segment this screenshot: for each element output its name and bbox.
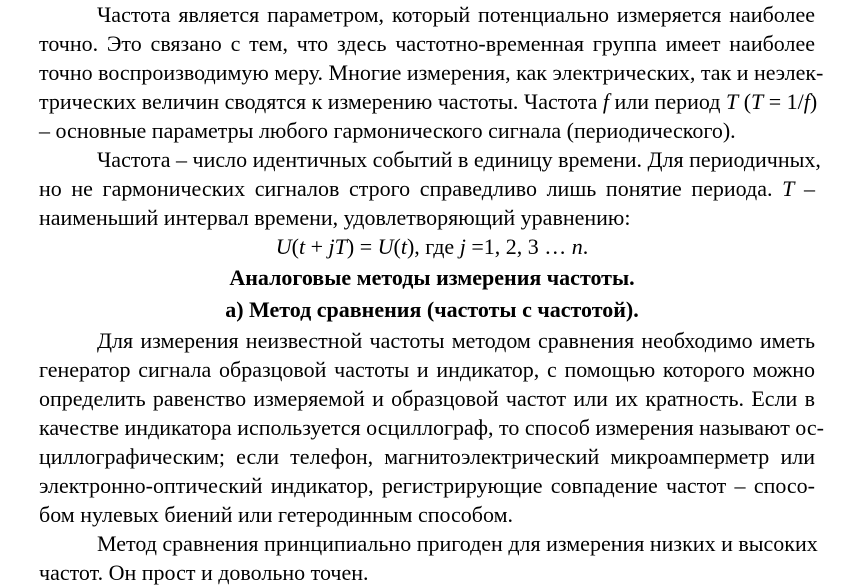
paragraph-1-line-3: точно воспроизводимую меру. Многие измерения, как электрических, так и неэлек- [39, 60, 824, 85]
paragraph-3-line-5: циллографическим; если телефон, магнитоэлектрический микроамперметр или [39, 444, 815, 469]
paragraph-4-line-2: частот. Он прост и довольно точен. [39, 560, 369, 585]
subsection-heading: а) Метод сравнения (частоты с частотой). [225, 297, 639, 322]
paragraph-3-line-3: определить равенство измеряемой и образцовой частот или их кратность. Если в [39, 386, 815, 411]
paragraph-4-line-1: Метод сравнения принципиально пригоден для измерения низких и высоких [97, 531, 818, 556]
paragraph-2-line-3: наименьший интервал времени, удовлетворяющий уравнению: [39, 205, 631, 230]
section-heading: Аналоговые методы измерения частоты. [229, 265, 635, 290]
paragraph-3-line-4: качестве индикатора используется осциллограф, то способ измерения называют ос- [39, 415, 824, 440]
paragraph-3-line-7: бом нулевых биений или гетеродинным способом. [39, 502, 513, 527]
paragraph-3-line-2: генератор сигнала образцовой частоты и индикатор, с помощью которого можно [39, 357, 815, 382]
paragraph-3-line-1: Для измерения неизвестной частоты методом сравнения необходимо иметь [97, 328, 815, 353]
paragraph-1-line-5: – основные параметры любого гармонического сигнала (периодического). [39, 118, 736, 143]
paragraph-2-line-1: Частота – число идентичных событий в единицу времени. Для периодичных, [97, 147, 821, 172]
formula-line: U(t + jT) = U(t), где j =1, 2, 3 … n. [275, 234, 589, 259]
paragraph-1-line-2: точно. Это связано с тем, что здесь частотно-временная группа имеет наиболее [39, 31, 815, 56]
paragraph-1-line-4: трических величин сводятся к измерению частоты. Частота f или период T (T = 1/f) [39, 89, 818, 114]
paragraph-2-line-2: но не гармонических сигналов строго справедливо лишь понятие периода. T – [39, 176, 815, 201]
paragraph-1-line-1: Частота является параметром, который потенциально измеряется наиболее [97, 2, 815, 27]
paragraph-3-line-6: электронно-оптический индикатор, регистрирующие совпадение частот – спосо- [39, 473, 815, 498]
